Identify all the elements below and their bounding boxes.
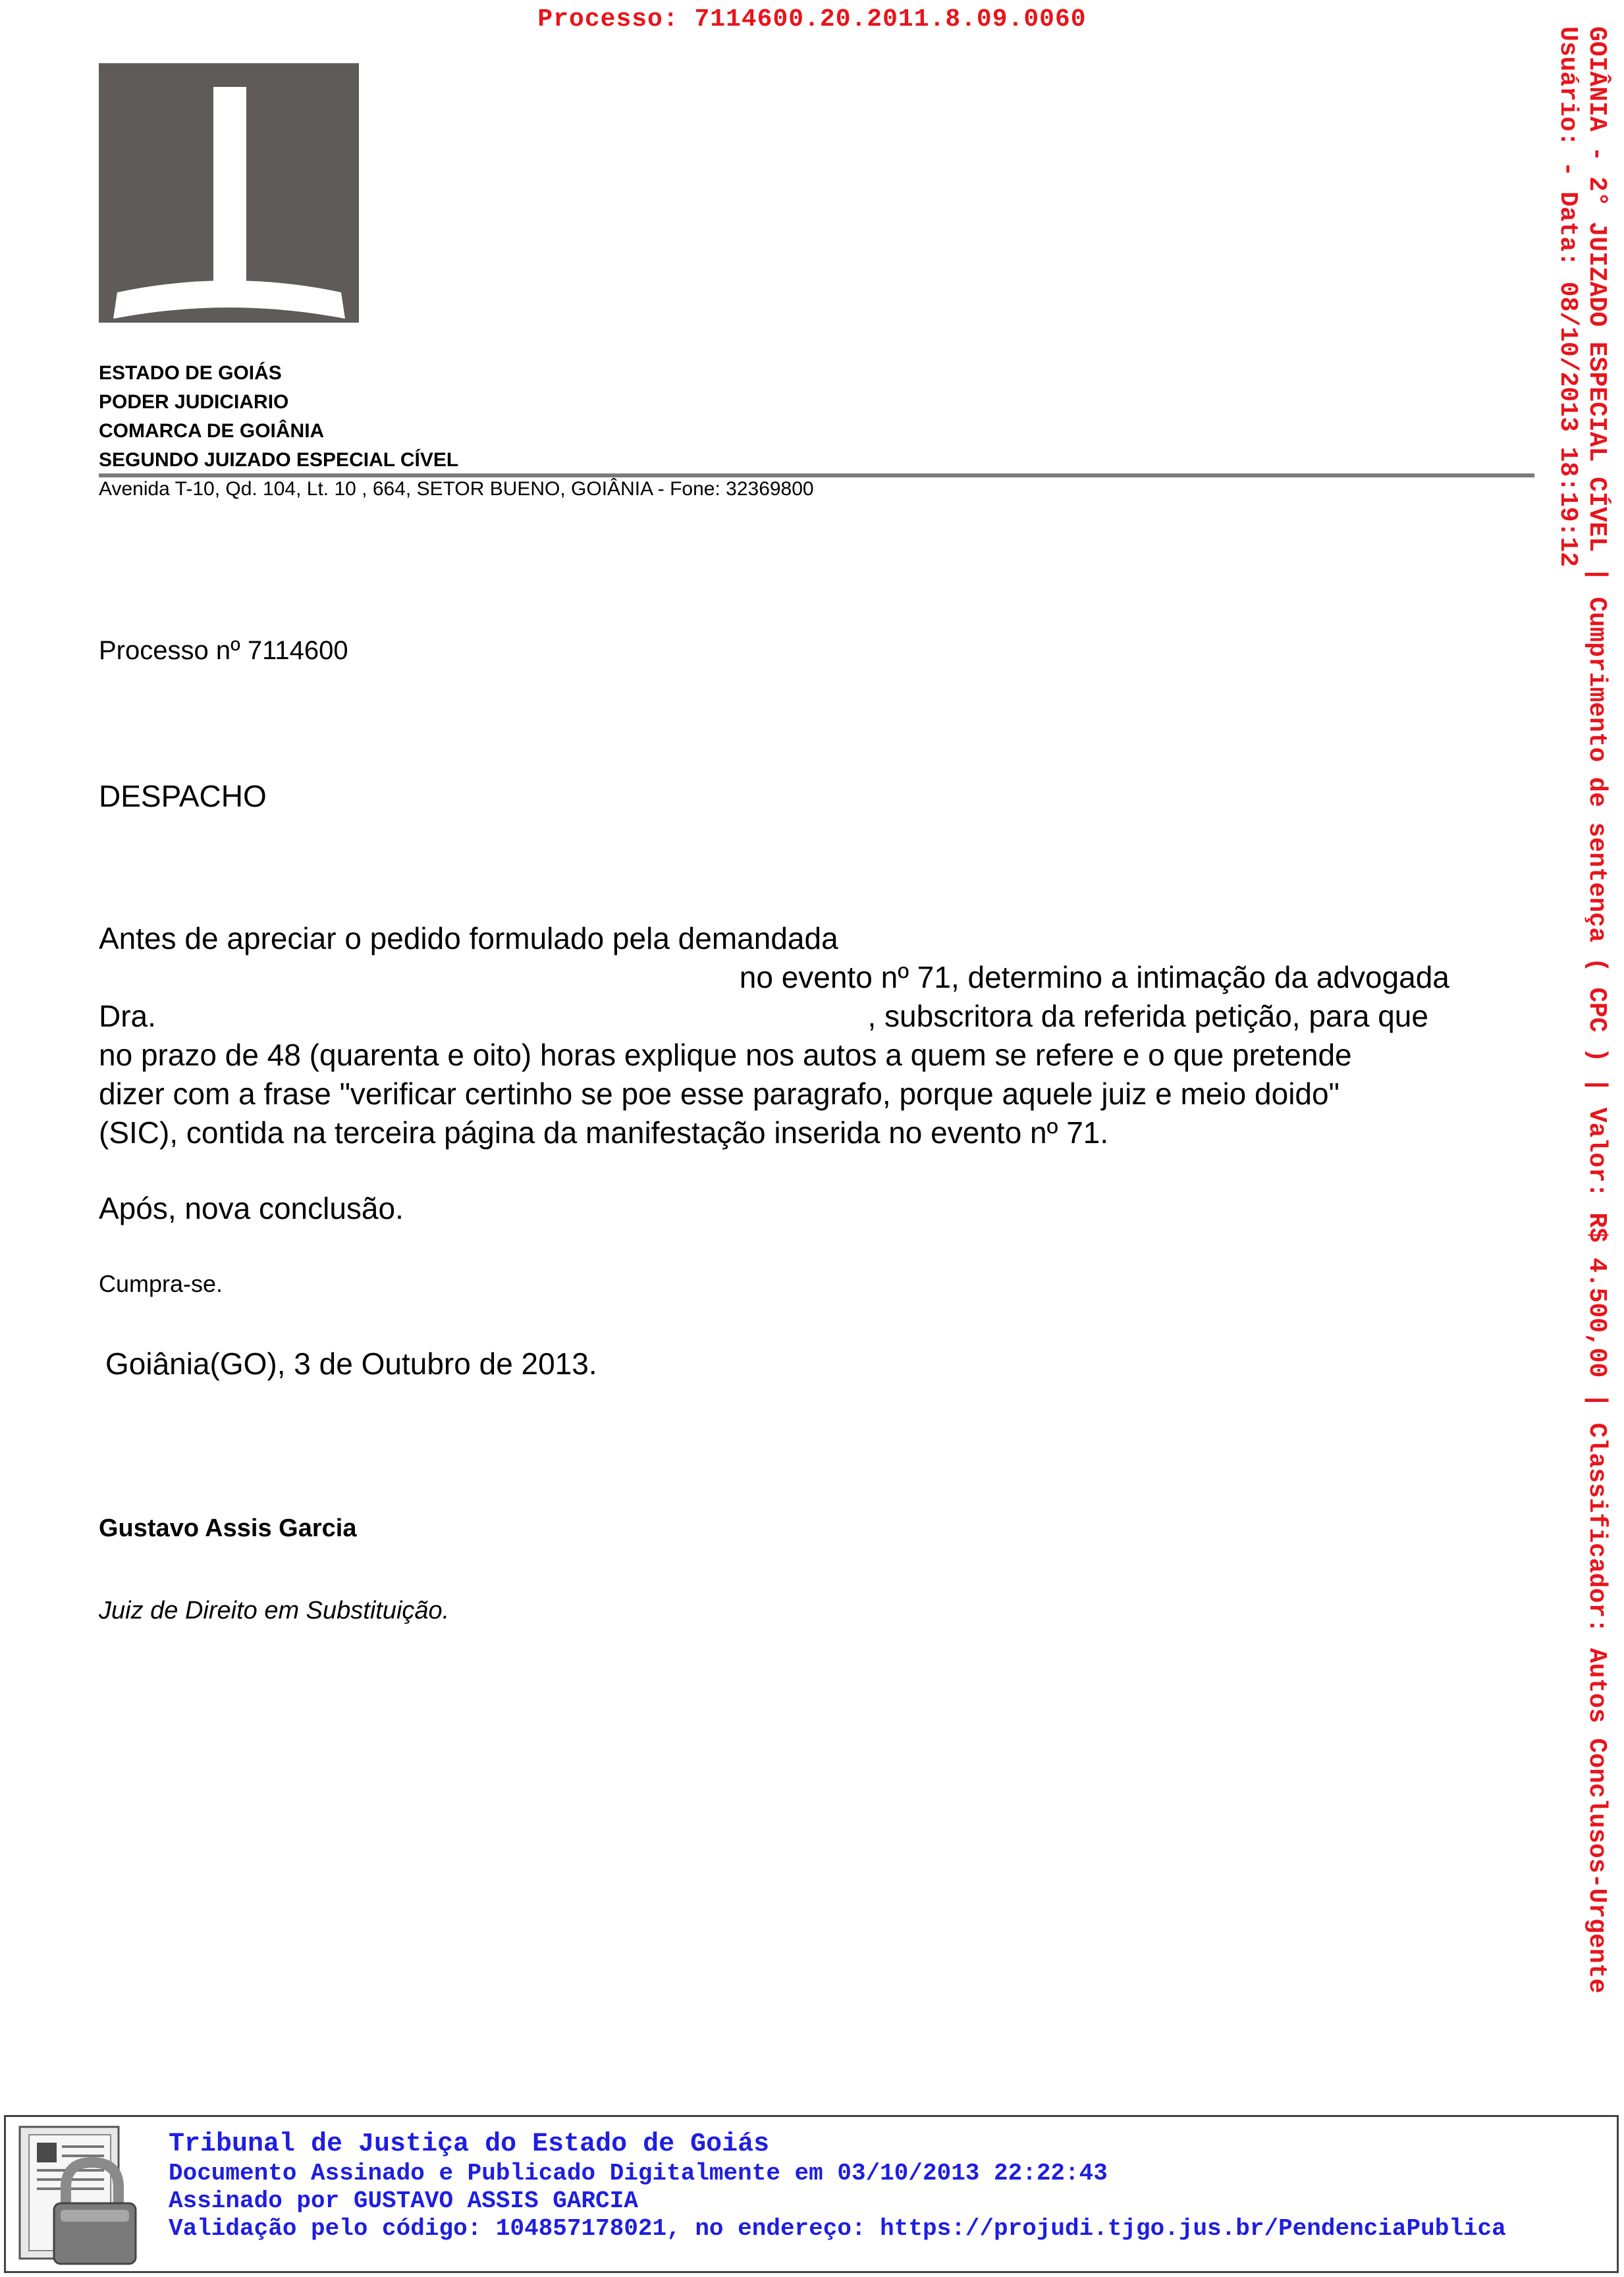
body-text-3: Dra. bbox=[99, 999, 156, 1033]
after-text: Após, nova conclusão. bbox=[99, 1191, 404, 1225]
redacted-area bbox=[165, 1005, 859, 1032]
body-text-1: Antes de apreciar o pedido formulado pela demandada bbox=[99, 921, 838, 955]
document-title: DESPACHO bbox=[99, 779, 267, 813]
letterhead-district: COMARCA DE GOIÂNIA bbox=[99, 420, 325, 442]
closing-text: Cumpra-se. bbox=[99, 1270, 223, 1297]
signed-published: Documento Assinado e Publicado Digitalmente em 03/10/2013 22:22:43 bbox=[169, 2160, 1108, 2187]
order-body bbox=[99, 919, 1515, 1152]
signer-role: Juiz de Direito em Substituição. bbox=[99, 1597, 450, 1624]
redacted-area bbox=[99, 967, 731, 993]
side-stamp-line2: Usuário: - Data: 08/10/2013 18:19:12 bbox=[1554, 26, 1582, 567]
letterhead-power: PODER JUDICIARIO bbox=[99, 391, 289, 413]
letterhead-state: ESTADO DE GOIÁS bbox=[99, 362, 282, 384]
body-text-2: no evento nº 71, determino a intimação da advogada bbox=[739, 960, 1449, 994]
court-name: Tribunal de Justiça do Estado de Goiás bbox=[169, 2130, 770, 2159]
process-id-header: Processo: 7114600.20.2011.8.09.0060 bbox=[537, 5, 1087, 34]
letterhead-court: SEGUNDO JUIZADO ESPECIAL CÍVEL bbox=[99, 449, 459, 471]
signed-by: Assinado por GUSTAVO ASSIS GARCIA bbox=[169, 2187, 638, 2214]
body-line: no prazo de 48 (quarenta e oito) horas explique nos autos a quem se refere e o que pretende bbox=[99, 1038, 1352, 1072]
header-divider bbox=[99, 473, 1534, 477]
letterhead bbox=[99, 359, 1534, 475]
body-line bbox=[99, 919, 1515, 958]
redacted-area bbox=[846, 928, 853, 954]
side-stamp-line1: GOIÂNIA - 2° JUIZADO ESPECIAL CÍVEL | Cumprimento de sentença ( CPC ) | Valor: R$ 4.500,00 | Classificador: Autos Conclusos-Urgente bbox=[1583, 26, 1611, 1994]
body-line: dizer com a frase "verificar certinho se poe esse paragrafo, porque aquele juiz e meio doido" bbox=[99, 1077, 1340, 1111]
signed-document-lock-icon bbox=[14, 2122, 146, 2268]
validation-info: Validação pelo código: 104857178021, no endereço: https://projudi.tjgo.jus.br/PendenciaPublica bbox=[169, 2215, 1506, 2242]
court-address: Avenida T-10, Qd. 104, Lt. 10 , 664, SETOR BUENO, GOIÂNIA - Fone: 32369800 bbox=[99, 478, 814, 500]
court-logo bbox=[99, 63, 359, 323]
process-number: Processo nº 7114600 bbox=[99, 636, 348, 665]
body-line bbox=[99, 958, 1515, 997]
body-line bbox=[99, 997, 1515, 1036]
side-stamp bbox=[1553, 26, 1611, 1993]
signer-name: Gustavo Assis Garcia bbox=[99, 1514, 357, 1542]
place-date: Goiânia(GO), 3 de Outubro de 2013. bbox=[105, 1347, 597, 1381]
body-line: (SIC), contida na terceira página da manifestação inserida no evento nº 71. bbox=[99, 1115, 1109, 1150]
signature-info bbox=[169, 2130, 1506, 2243]
body-text-4: , subscritora da referida petição, para que bbox=[867, 999, 1428, 1033]
